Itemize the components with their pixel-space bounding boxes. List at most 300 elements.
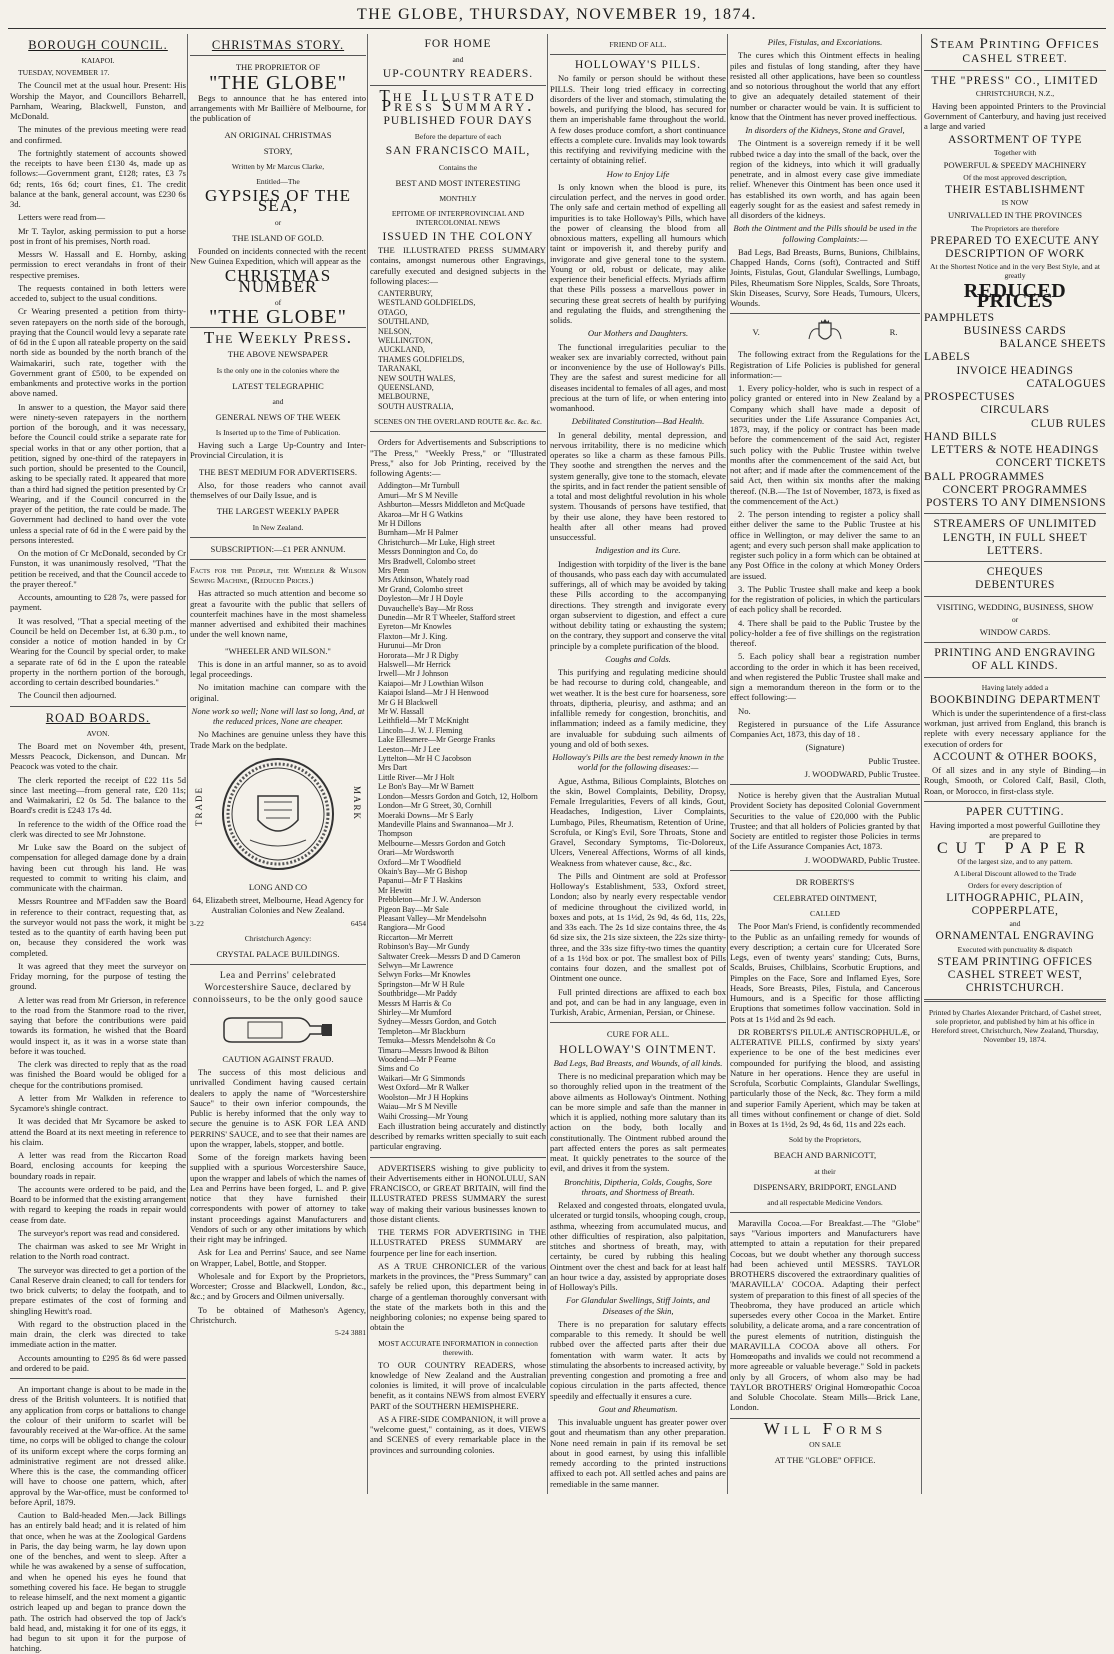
- list-item: CATALOGUES: [1026, 377, 1106, 390]
- ad-line: VISITING, WEDDING, BUSINESS, SHOW: [936, 601, 1094, 612]
- ad-line: THE BEST MEDIUM FOR ADVERTISERS.: [198, 466, 358, 477]
- reduced-prices-title: REDUCED PRICES: [963, 280, 1067, 313]
- paragraph: 64, Elizabeth street, Melbourne, Head Agency for Australian Colonies and New Zealand.: [192, 895, 364, 916]
- paragraph: A letter from Mr Walkden in reference to Sycamore's shingle contract.: [10, 1092, 186, 1113]
- paragraph: Public Trustee.: [868, 755, 920, 766]
- vr-left: V.: [752, 327, 760, 338]
- column-6: [924, 34, 1106, 1494]
- ad-line: CURE FOR ALL.: [606, 1029, 670, 1040]
- ad-line: PRINTING AND ENGRAVING: [934, 647, 1096, 659]
- press-summary-title: The Illustrated Press Summary.: [379, 85, 537, 115]
- paragraph: The cures which this Ointment effects in healing piles and fistulas of long standing, after they have resisted all other applications, have been so countless and so notorious throughout the world that any effort to give an adequately detailed statement of their number or character would be vain. It is sufficient to know that the Ointment has never proved ineffectious.: [730, 50, 920, 122]
- ad-line: CASHEL STREET WEST,: [947, 968, 1083, 981]
- list-item: Amuri—Mr S M Neville: [378, 490, 458, 500]
- list-item: Mr W. Hassall: [378, 707, 424, 717]
- paragraph: The Ointment is a sovereign remedy if it be well rubbed twice a day into the small of the back, over the region of the kidneys, into which it will gradually penetrate, and in almost every case give immediate relief. Whenever this Ointment has been once used it has established its own worth, and has again been eagerly sought for as the easiest and safest remedy in all disorders of the kidneys.: [730, 138, 920, 220]
- vr-right: R.: [889, 327, 898, 338]
- paragraph: Having such a Large Up-Country and Inter-Provincial Circulation, it is: [190, 440, 366, 461]
- list-item: Kaiapoi Island—Mr J H Henwood: [378, 688, 489, 698]
- ad-line: ASSORTMENT OF TYPE: [948, 133, 1082, 146]
- ad-line: POWERFUL & SPEEDY MACHINERY: [943, 159, 1087, 170]
- road-boards-heading: ROAD BOARDS.: [45, 710, 151, 725]
- ad-line: ORNAMENTAL ENGRAVING: [935, 930, 1095, 943]
- divider: [550, 1022, 726, 1023]
- ad-line: OF ALL KINDS.: [971, 660, 1059, 673]
- column-2: [190, 34, 366, 1494]
- ad-line: COPPERPLATE,: [971, 905, 1059, 917]
- divider: [190, 55, 366, 56]
- ad-line: LENGTH, IN FULL SHEET: [942, 531, 1088, 544]
- ad-line: BEST AND MOST INTERESTING: [395, 177, 521, 188]
- ad-heading: FOR HOME: [424, 38, 492, 50]
- royal-arms-icon: [805, 319, 845, 345]
- ad-line: None work so well; None will last so long, And, at the reduced prices, None are cheaper.: [191, 705, 365, 726]
- place-line: KAIAPOI.: [81, 56, 115, 66]
- paragraph: Bad Legs, Bad Breasts, Burns, Bunions, Chilblains, Chapped Hands, Corns (soft), Contracted and Stiff Joints, Fistulas, Gout, Glandular Swellings, Lumbago, Piles, Rheumatism Sore Nipples, Scalds, Sore Throats, Skin Diseases, Scurvy, Sore Heads, Tumours, Ulcers, Wounds.: [730, 246, 920, 308]
- paragraph: Mr T. Taylor, asking permission to put a horse post in front of his premises, North road.: [10, 225, 186, 246]
- date-line: TUESDAY, NOVEMBER 17.: [18, 68, 110, 78]
- list-item: LABELS: [924, 351, 971, 364]
- list-item: Pleasant Valley—Mr Mendelsohn: [378, 913, 487, 923]
- ad-line: Sold by the Proprietors,: [788, 1135, 862, 1145]
- list-item: Mandeville Plains and Swannanoa—Mr J. Thompson: [378, 819, 514, 839]
- list-item: Akaroa—Mr H G Watkins: [378, 509, 463, 519]
- divider: [730, 1212, 920, 1213]
- paragraph: Messrs W. Hassall and E. Hornby, asking permission to erect verandahs in front of their respective premises.: [10, 249, 186, 280]
- ad-heading: ISSUED IN THE COLONY: [382, 230, 534, 243]
- list-item: Moeraki Downs—Mr S Early: [378, 810, 474, 820]
- ad-line: THE ABOVE NEWSPAPER: [227, 349, 329, 360]
- paragraph: Letters were read from—: [18, 212, 106, 223]
- paragraph: The functional irregularities peculiar to the weaker sex are invariably corrected, without pain or inconvenience by the use of Holloway's Pills. They are the safest and surest medicine for all diseases incidental to females of all ages, and most precious at the turn of life, or when entering into womanhood.: [550, 341, 726, 413]
- ad-line: CALLED: [810, 909, 840, 919]
- paragraph: J. WOODWARD, Public Trustee.: [804, 768, 920, 779]
- paragraph: The Pills and Ointment are sold at Professor Holloway's Establishment, 533, Oxford street, London; also by nearly every respectable vendor of medicine throughout the civilized world, in boxes and pots, at 1s 1½d, 2s 9d, 4s 6d, 11s, 22s, and 33s each. The 2s 1d size contains three, the 4s 6d size six, the 21s size sixteen, the 22s size thirty-three, and the 33s size fifty-two times the quantity of a 1s 1½d box or pot. The smallest box of Pills contains four dozen, and the smallest pot of Ointment one ounce.: [550, 870, 726, 984]
- divider: [370, 1157, 546, 1158]
- paragraph: The surveyor was directed to get a portion of the Canal Reserve drain cleaned; to call for tenders for two brick culverts; to delay the footpath, and to prepare estimates of the cost of forming and shingling Hewitt's road.: [10, 1264, 186, 1316]
- paragraph: No imitation machine can compare with the original.: [190, 682, 366, 703]
- list-item: Waihi Crossing—Mr Young: [378, 1111, 468, 1121]
- ad-line: Entitled—The: [256, 177, 300, 186]
- ad-line: WINDOW CARDS.: [979, 626, 1051, 637]
- list-item: CONCERT PROGRAMMES: [942, 483, 1088, 496]
- ad-line: DEBENTURES: [975, 579, 1055, 592]
- divider: [550, 54, 726, 55]
- ad-line: PAPER CUTTING.: [966, 805, 1064, 818]
- subheading: Piles, Fistulas, and Excoriations.: [767, 37, 883, 47]
- paragraph: 5. Each policy shall bear a registration number according to the order in which it has been received, and when registered the Public Trustee shall make and sign a memorandum thereon in the form or to the effect following:—: [730, 651, 920, 703]
- list-item: WELLINGTON,: [378, 336, 433, 346]
- paragraph: On the motion of Cr McDonald, seconded by Cr Funston, it was unanimously resolved, "That the petition be received, and that the Council accede to the prayer thereof.": [10, 548, 186, 589]
- holloways-pills-heading: HOLLOWAY'S PILLS.: [575, 59, 701, 71]
- list-item: BUSINESS CARDS: [963, 324, 1067, 337]
- paragraph: Messrs Rountree and M'Fadden saw the Board in reference to their contract, requesting that, as the surveyor would not pass the work, it might be tested as to the quantity of earth having been put on, because they considered the work was completed.: [10, 896, 186, 958]
- list-item: Rangiora—Mr Good: [378, 923, 445, 933]
- ad-line: ACCOUNT & OTHER BOOKS,: [932, 750, 1098, 763]
- trade-mark-block: [190, 756, 366, 876]
- divider: [730, 870, 920, 871]
- list-item: CLUB RULES: [1031, 417, 1106, 430]
- paragraph: To be obtained of Matheson's Agency, Christchurch.: [190, 1304, 366, 1325]
- list-item: West Oxford—Mr R Walker: [378, 1083, 469, 1093]
- ad-heading: UP-COUNTRY READERS.: [382, 68, 534, 81]
- ad-heading: SAN FRANCISCO MAIL,: [385, 145, 531, 158]
- paragraph: ADVERTISERS wishing to give publicity to their Advertisements either in HONOLULU, SAN FRANCISCO, or GREAT BRITAIN, will find the ILLUSTRATED PRESS SUMMARY the surest way of making their various businesses known to those distant clients.: [370, 1162, 546, 1224]
- list-item: Southbridge—Mr Paddy: [378, 989, 457, 999]
- list-item: Waikari—Mr G Simmonds: [378, 1073, 465, 1083]
- ad-line: At the Shortest Notice and in the very Best Style, and at greatly: [930, 262, 1100, 280]
- list-item: Flaxton—Mr J. King.: [378, 631, 448, 641]
- list-item: PROSPECTUSES: [924, 391, 1016, 403]
- list-item: Le Bon's Bay—Mr W Barnett: [378, 782, 474, 792]
- places-list: [370, 289, 546, 411]
- divider: [190, 559, 366, 560]
- paragraph: The Council then adjourned.: [18, 690, 117, 701]
- divider: [190, 537, 366, 538]
- paragraph: The accounts were ordered to be paid, and the Board to be informed that the existing arrangement with regard to keeping the roads in repair would cease from date.: [10, 1183, 186, 1225]
- ad-line: Orders for every description of: [967, 880, 1063, 890]
- ad-line: DR ROBERTS'S: [795, 876, 855, 887]
- paragraph: DR ROBERTS'S PILULÆ ANTISCROPHULÆ, or ALTERATIVE PILLS, confirmed by sixty years' experience to be one of the best medicines ever compounded for purifying the blood, and assisting Nature in her operations. Hence they are useful in Scrofula, Scorbutic Complaints, Glandular Swellings, particularly those of the Neck, &c. They form a mild and superior Family Aperient, which may be taken at all times without confinement or change of diet. Sold in Boxes at 1s 1½d, 2s 9d, 4s 6d, 11s and 22s each.: [730, 1026, 920, 1129]
- ad-line: LITHOGRAPHIC, PLAIN,: [946, 891, 1084, 904]
- list-item: Waiau—Mr S M Neville: [378, 1102, 458, 1112]
- ad-line: FRIEND OF ALL.: [609, 40, 667, 49]
- paragraph: Also, for those readers who cannot avail themselves of our Daily Issue, and is: [190, 479, 366, 500]
- list-item: Hororata—Mr J R Digby: [378, 650, 459, 660]
- paragraph: 3. The Public Trustee shall make and keep a book for the registration of policies, in which the particulars of each policy shall be recorded.: [730, 583, 920, 615]
- subheading: How to Enjoy Life: [606, 168, 670, 179]
- column-divider: [367, 34, 368, 1494]
- list-item: Woodend—Mr P Fearne: [378, 1055, 457, 1065]
- ad-line: CHRISTCHURCH.: [965, 982, 1065, 994]
- list-item: POSTERS TO ANY DIMENSIONS: [925, 497, 1106, 509]
- column-1: [10, 34, 186, 1654]
- paragraph: Full printed directions are affixed to each box and pot, and can be had in any language, even in Turkish, Arabic, Armenian, Persian, or Chinese.: [550, 986, 726, 1017]
- divider: [370, 431, 546, 432]
- ad-line: THEIR ESTABLISHMENT: [945, 184, 1085, 196]
- ad-line: or: [1011, 614, 1019, 624]
- sauce-bottle-icon: [218, 1012, 338, 1048]
- ad-line: Together with: [993, 147, 1037, 157]
- ad-line: THE LARGEST WEEKLY PAPER: [216, 506, 340, 517]
- ad-line: of: [274, 297, 282, 307]
- divider: [924, 801, 1106, 802]
- ref-number: 6454: [350, 918, 366, 928]
- list-item: Selwyn—Mr Lawrence: [378, 961, 454, 970]
- list-item: Leeston—Mr J Lee: [378, 744, 441, 754]
- column-divider: [547, 34, 548, 1494]
- ad-line: SUBSCRIPTION:—£1 PER ANNUM.: [210, 543, 346, 554]
- ad-line: CHRISTCHURCH, N.Z.,: [975, 88, 1055, 98]
- subheading: Debilitated Constitution—Bad Health.: [571, 416, 705, 427]
- list-item: SOUTHLAND,: [378, 317, 429, 327]
- paragraph: THE ILLUSTRATED PRESS SUMMARY contains, amongst numerous other Engravings, carefully executed and designed subjects in the following places:—: [370, 245, 546, 286]
- paragraph: The requests contained in both letters were acceded to, subject to the usual conditions.: [10, 282, 186, 303]
- paragraph: Relaxed and congested throats, elongated uvula, ulcerated or turgid tonsils, whooping cough, croup, asthma, wheezing from accumulated mucus, and other difficulties of respiration, also palpitation, stitches and shortness of breath, may, with certainty, be cured by rubbing this healing Ointment over the chest and back for at least half an hour twice a day, assisted by appropriate doses of Holloway's Pills.: [550, 1200, 726, 1292]
- paragraph: This invaluable unguent has greater power over gout and rheumatism than any other preparation. None need remain in pain if its removal be set about in good earnest, by using this infallible remedy according to the printed instructions affixed to each pot. All settled aches and pains are remediable in the same manner.: [550, 1417, 726, 1489]
- paragraph: The clerk reported the receipt of £22 11s 5d since last meeting—from general rate, £20 11s; and Waimakariri, £2 0s 5d. The balance to the Board's credit is £243 17s 4d.: [10, 774, 186, 816]
- list-item: Sims and Co: [378, 1064, 419, 1074]
- paragraph: Having imported a most powerful Guillotine they are prepared to: [929, 820, 1101, 841]
- ad-line: and: [1009, 919, 1021, 929]
- ad-line: ON SALE: [809, 1439, 841, 1449]
- divider: [924, 70, 1106, 71]
- list-item: OTAGO,: [378, 307, 408, 317]
- list-item: Mr Hewitt: [378, 885, 412, 895]
- borough-council-heading: BOROUGH COUNCIL.: [28, 38, 168, 52]
- steam-printing-title: Steam Printing Offices: [930, 36, 1100, 52]
- list-item: Duvauchelle's Bay—Mr Ross: [378, 603, 474, 613]
- ad-line: BOOKBINDING DEPARTMENT: [929, 693, 1101, 706]
- list-item: TARANAKI,: [378, 364, 422, 374]
- list-item: Mrs Bradwell, Colombo street: [378, 556, 476, 566]
- paragraph: Is only known when the blood is pure, its circulation perfect, and the nerves in good order. The only safe and certain method of expelling all impurities is to take Holloway's Pills, which have the power of cleansing the blood from all obnoxious matters, expelling all humours which taint or impoverish it, and thereby purify and invigorate and give general tone to the system. Young or old, robust or delicate, may alike experience their beneficial effects. Myriads affirm that these Pills possess a marvellous power in securing these great secrets of health by purifying and regulating the fluids, and strengthening the solids.: [550, 181, 726, 325]
- list-item: NEW SOUTH WALES,: [378, 373, 456, 383]
- ad-line: MONTHLY: [439, 193, 477, 203]
- divider: [730, 784, 920, 785]
- list-item: Papanui—Mr F T Haskins: [378, 876, 463, 886]
- ref-row: [190, 919, 366, 928]
- place-line: AVON.: [86, 728, 110, 738]
- paragraph: Accounts amounting to £295 8s 6d were passed and ordered to be paid.: [10, 1352, 186, 1373]
- divider: [924, 677, 1106, 678]
- list-item: Timaru—Messrs Inwood & Bilton: [378, 1045, 489, 1055]
- list-item: Prebbleton—Mr J. W. Anderson: [378, 895, 481, 905]
- paragraph: In reference to the width of the Office road the clerk was directed to see Mr Johnstone.: [10, 818, 186, 839]
- ad-line: PREPARED TO EXECUTE ANY: [930, 234, 1100, 247]
- ad-line: CELEBRATED OINTMENT,: [773, 893, 877, 903]
- paragraph: Ask for Lea and Perrins' Sauce, and see Name on Wrapper, Label, Bottle, and Stopper.: [190, 1247, 366, 1268]
- paragraph: The Board met on November 4th, present, Messrs Peacock, Dickenson, and Duncan. Mr Peacock was voted to the chair.: [10, 740, 186, 772]
- lea-perrins-headline: Lea and Perrins' celebrated Worcestershire Sauce, declared by connoisseurs, to be the only good sauce: [192, 970, 364, 1005]
- list-item: Eyreton—Mr Knowles: [378, 622, 452, 632]
- divider: [924, 596, 1106, 597]
- list-item: BALANCE SHEETS: [999, 338, 1106, 350]
- paragraph: 4. There shall be paid to the Public Trustee by the policy-holder a fee of five shillings on the registration thereof.: [730, 617, 920, 648]
- list-item: Selwyn Forks—Mr Knowles: [378, 970, 471, 980]
- column-3: [370, 34, 546, 1494]
- ad-line: DISPENSARY, BRIDPORT, ENGLAND: [753, 1181, 897, 1192]
- list-item: SOUTH AUSTRALIA,: [378, 401, 454, 411]
- list-item: Irwell—Mr J Johnson: [378, 669, 449, 679]
- column-divider: [727, 34, 728, 1494]
- paragraph: This purifying and regulating medicine should be had recourse to during cold, changeable, and wet weather. It is the best cure for hoarseness, sore throats, diptheria, pleurisy, and asthma; and an infallible remedy for congestion, bronchitis, and inflammation; indeed as a family medicine, they are invaluable for subduing such ailments of young and old of both sexes.: [550, 667, 726, 749]
- list-item: Ashburton—Messrs Middleton and McQuade: [378, 500, 525, 510]
- ad-line: or: [274, 217, 282, 227]
- paragraph: The chairman was asked to see Mr Wright in relation to the North road contract.: [10, 1241, 186, 1262]
- paragraph: AS A FIRE-SIDE COMPANION, it will prove a "welcome guest," containing, as it does, VIEWS and SCENES of every remarkable place in the provinces and surrounding colonies.: [370, 1413, 546, 1455]
- paragraph: AS A TRUE CHRONICLER of the various markets in the provinces, the "Press Summary" can safely be relied upon, this department being in charge of a gentleman thoroughly conversant with the state of the markets both in this and the neighboring colonies; no expense being spared to obtain the: [370, 1260, 546, 1333]
- list-item: Addington—Mr Turnbull: [378, 481, 460, 491]
- ad-line: MOST ACCURATE INFORMATION in connection therewith.: [378, 1338, 538, 1357]
- list-item: CIRCULARS: [980, 404, 1050, 417]
- paragraph: It was decided that Mr Sycamore be asked to attend the Board at its next meeting in reference to his claim.: [10, 1116, 186, 1147]
- ad-line: LETTERS.: [986, 544, 1044, 557]
- paragraph: Notice is hereby given that the Australian Mutual Provident Society has deposited Colonial Government Securities to the value of £20,000 with the Public Trustee; and that all holders of Policies granted by that Society are entitled to register those Policies in terms of the Life Assurance Companies Act, 1873.: [730, 790, 920, 852]
- paragraph: The surveyor's report was read and considered.: [18, 1227, 180, 1238]
- paragraph: Facts for the People, the Wheeler & Wilson Sewing Machine, (Reduced Prices.): [190, 564, 366, 585]
- list-item: Temuka—Messrs Mendelsohn & Co: [378, 1036, 496, 1046]
- list-item: Templeton—Mr Blackburn: [378, 1026, 466, 1036]
- ad-line: CRYSTAL PALACE BUILDINGS.: [216, 948, 340, 959]
- list-item: Christchurch—Mr Luke, High street: [378, 537, 495, 547]
- ad-line: CHEQUES: [986, 566, 1044, 578]
- list-item: Robinson's Bay—Mr Gundy: [378, 942, 470, 952]
- paragraph: With regard to the obstruction placed in the main drain, the clerk was directed to take immediate action in the matter.: [10, 1318, 186, 1350]
- trade-mark-seal-icon: [220, 756, 336, 872]
- divider: [924, 999, 1106, 1002]
- paragraph: There is no preparation for salutary effects comparable to this remedy. It should be well rubbed over the affected parts after their due fomentation with warm water. It acts by stimulating the absorbents to increased activity, by preventing congestion and promoting a free and copious circulation in the parts affected, thence speedily and effectually it ensures a cure.: [550, 1318, 726, 1401]
- ad-line: EPITOME OF INTERPROVINCIAL AND INTERCOLONIAL NEWS: [391, 208, 525, 227]
- paragraph: Having been appointed Printers to the Provincial Government of Canterbury, and having just received a large and varied: [924, 100, 1106, 132]
- divider: [924, 561, 1106, 562]
- paragraph: 1. Every policy-holder, who is such in respect of a policy granted or entered into in New Zealand by a Company which shall have made a deposit of securities under the Life Assurance Companies Act, 1873, may, if the policy or contract has been made before the commencement of the said Act, register such policy with the Public Trustee within twelve months after the commencement of the said Act, but not after; and if made after the commencement of the said Act, then within six months after the making thereof. (N.B.—The 1st of November, 1873, is fixed as the commencement of the Act.): [730, 383, 920, 506]
- paragraph: Some of the foreign markets having been supplied with a spurious Worcestershire Sauce, upon the wrapper and labels of which the names of Lea and Perrins have been forged, L. and P. give notice that they have furnished their correspondents with power of attorney to take instant proceedings against Manufacturers and Vendors of such or any other imitations by which their right may be infringed.: [190, 1152, 366, 1244]
- list-item: INVOICE HEADINGS: [956, 364, 1074, 377]
- subheading: Indigestion and its Cure.: [595, 545, 681, 556]
- paragraph: The success of this most delicious and unrivalled Condiment having caused certain dealers to apply the name of "Worcestershire Sauce" to their own inferior compounds, the Public is hereby informed that the only way to secure the genuine is to ASK FOR LEA AND PERRINS' SAUCE, and to see that their names are upon the wrapper, labels, stopper, and bottle.: [190, 1067, 366, 1149]
- paragraph: Ague, Asthma, Bilious Complaints, Blotches on the skin, Bowel Complaints, Debility, Dropsy, Female Irregularities, Fevers of all kinds, Gout, Headaches, Indigestion, Liver Complaints, Lumbago, Piles, Rheumatism, Retention of Urine, Scrofula, or King's Evil, Sore Throats, Stone and Gravel, Secondary Symptoms, Tic-Doloreux, Ulcers, Venereal Affections, Worms of all kinds, Weakness from whatever cause, &c., &c.: [550, 775, 726, 868]
- weekly-press-title: The Weekly Press.: [203, 328, 353, 347]
- ad-line: THE ISLAND OF GOLD.: [232, 232, 324, 243]
- column-5: [730, 34, 920, 1494]
- column-4: [550, 34, 726, 1494]
- list-item: Lake Ellesmere—Mr George Franks: [378, 735, 495, 745]
- list-item: Mrs Dart: [378, 763, 408, 773]
- list-item: Riccarton—Mr Merrett: [378, 932, 453, 942]
- list-item: Halswell—Mr Herrick: [378, 660, 451, 669]
- ad-title: "THE GLOBE": [209, 305, 347, 328]
- list-item: Springston—Mr W H Rule: [378, 979, 465, 989]
- list-item: Okain's Bay—Mr G Bishop: [378, 866, 468, 876]
- trade-label: TRADE: [194, 785, 204, 826]
- list-item: Hurunui—Mr Dron: [378, 641, 441, 651]
- ad-line: Before the departure of each: [414, 132, 502, 142]
- masthead: THE GLOBE, THURSDAY, NOVEMBER 19, 1874.: [356, 6, 757, 23]
- ad-heading: THE "PRESS" CO., LIMITED: [931, 74, 1099, 87]
- list-item: MELBOURNE,: [378, 392, 430, 402]
- list-item: Leithfield—Mr T McKnight: [378, 716, 469, 726]
- paragraph: Registered in pursuance of the Life Assurance Companies Act, 1873, this day of 18 .: [730, 718, 920, 739]
- paragraph: Mr Luke saw the Board on the subject of compensation for alleged damage done by a drain having been cut through his land. He was requested to commit to writing his claim, and communicate with the chairman.: [10, 842, 186, 893]
- list-item: NELSON,: [378, 326, 412, 336]
- subheading: In disorders of the Kidneys, Stone and Gravel,: [745, 125, 905, 135]
- ad-line: and all respectable Medicine Vendors.: [767, 1197, 883, 1207]
- paragraph: Caution to Bald-headed Men.—Jack Billings has an entirely bald head; and it is related of him that once, when he was at the Zoological Gardens in Paris, the day being warm, he lay down upon one of the benches, and went to sleep. After a while he was awakened by a sense of suffocation, and when he opened his eyes he found that something covered his face. He began to struggle to release himself, and the next moment a gigantic ostrich leaped up and began to prance down the path. The ostrich had observed the top of Jack's bald head, and, mistaking it for one of its eggs, it had begun to sit upon it for the purpose of hatching.: [10, 1510, 186, 1654]
- list-item: PAMPHLETS: [924, 311, 995, 324]
- ad-line: Of the most approved description,: [963, 173, 1067, 182]
- paragraph: The clerk was directed to reply that as the road was finished the Board would be obliged for a cheque for the contributions promised.: [10, 1059, 186, 1090]
- cut-paper-title: CUT PAPER: [936, 839, 1094, 857]
- ad-line: and: [452, 55, 464, 65]
- list-item: Mrs Penn: [378, 565, 409, 575]
- ad-line: In New Zealand.: [252, 522, 304, 532]
- ad-line: Is Inserted up to the Time of Publication.: [215, 428, 341, 437]
- paragraph: Cr Wearing presented a petition from thirty-seven ratepayers on the north side of the borough, praying that the Council would levy a separate rate of 6d in the £ upon all rateable property on the said north side as bounded by the north branch of the Waimakariri, such rate, together with the Government grant of £500, to be expended on embankments and protective works in the portion above named.: [10, 306, 186, 399]
- ad-line: LONG AND CO: [248, 881, 308, 892]
- divider: [10, 1378, 186, 1379]
- list-item: Saltwater Creek—Messrs D and D Cameron: [378, 951, 521, 961]
- subheading: For Glandular Swellings, Stiff Joints, and Diseases of the Skin,: [566, 1295, 710, 1316]
- list-item: Mr H Dillons: [378, 518, 422, 528]
- divider: [924, 513, 1106, 514]
- subheading: Our Mothers and Daughters.: [587, 328, 689, 339]
- ad-line: STREAMERS OF UNLIMITED: [933, 518, 1097, 531]
- paragraph: Accounts, amounting to £28 7s, were passed for payment.: [10, 592, 186, 613]
- list-item: Little River—Mr J Holt: [378, 772, 455, 782]
- paragraph: Of all sizes and in any style of Binding—in Rough, Smooth, or Colored Calf, Basil, Cloth, Roan, or Morocco, in first-class style.: [924, 765, 1106, 796]
- paragraph: The Poor Man's Friend, is confidently recommended to the Public as an unfailing remedy for wounds of every description; a certain cure for Ulcerated Sore Legs, even of twenty years' standing; Cuts, Burns, Scalds, Bruises, Chilblains, Scorbutic Eruptions, and Pimples on the Face, Sore and Inflamed Eyes, Sore Heads, Sore Breasts, Piles, Fistula, and Cancerous Humours, and is a Specific for those afflicting Eruptions that sometimes follow vaccination. Sold in Pots at 1s 1½d and 2s 9d each.: [730, 921, 920, 1024]
- ad-title: "THE GLOBE": [209, 71, 347, 94]
- ad-line: CAUTION AGAINST FRAUD.: [222, 1053, 334, 1064]
- paragraph: Founded on incidents connected with the recent New Guinea Expedition, which will appear as the: [190, 245, 366, 266]
- paragraph: Maravilla Cocoa.—For Breakfast.—The "Globe" says "Various importers and Manufacturers have attempted to attain a reputation for their prepared Cocoas, but we doubt whether any thorough success had been achieved until MESSRS. TAYLOR BROTHERS discovered the extraordinary qualities of 'MARAVILLA' COCOA. Adapting their perfect system of preparation to this finest of all species of the Theobroma, they have produced an article which supersedes every other Cocoa in the Market. Entire solubility, a delicate aroma, and a rare concentration of the purest elements of nutrition, distinguish the MARAVILLA COCOA above all others. For Homœopaths and invalids we could not recommend a more agreeable or valuable beverage." Sold in packets only by all Grocers, of whom also may be had TAYLOR BROTHERS' Original Homœopathic Cocoa and Soluble Chocolate. Steam Mills—Brick Lane, London.: [730, 1217, 920, 1413]
- list-item: Messrs Donnington and Co, do: [378, 547, 478, 557]
- list-item: Pigeon Bay—Mr Sale: [378, 904, 449, 914]
- paragraph: There is no medicinal preparation which may be so thoroughly relied upon in the treatment of the above ailments as Holloway's Ointment. Nothing can be more simple and safe than the manner in which it is applied, nothing more salutary than its action on the body, both locally and constitutionally. The Ointment rubbed around the part affected enters the pores as salt permeates meat. It quickly penetrates to the source of the evil, and drives it from the system.: [550, 1071, 726, 1174]
- list-item: Messrs M Harris & Co: [378, 998, 452, 1008]
- ad-title: CHRISTMAS NUMBER: [224, 266, 332, 296]
- ref-number: 3-22: [190, 918, 204, 928]
- subheading: Coughs and Colds.: [605, 653, 671, 664]
- paragraph: TO OUR COUNTRY READERS, whose knowledge of New Zealand and the Australian colonies is limited, it will prove of incalculable benefit, as it contains NEWS from almost EVERY PART of the SOUTHERN HEMISPHERE.: [370, 1359, 546, 1411]
- ad-line: The Proprietors are therefore: [971, 223, 1059, 233]
- list-item: Oxford—Mr T Woodfield: [378, 857, 461, 867]
- paragraph: 2. The person intending to register a policy shall either deliver the same to the Public Trustee at his office in Wellington, or may deliver the same to an agent; and every such person shall make application to register such policy in a form which can be obtained at any Post Office in the colony at which Money Orders are issued.: [730, 509, 920, 581]
- subheading: Bronchitis, Diptheria, Colds, Coughs, Sore throats, and Shortness of Breath.: [564, 1176, 712, 1197]
- list-item: Orari—Mr Wordsworth: [378, 848, 454, 858]
- ad-line: and: [272, 396, 284, 406]
- paragraph: Has attracted so much attention and become so great a favourite with the public that sellers of counterfeit machines have in the most shameless manner advertised and exhibited their machines under the well known name,: [190, 588, 366, 640]
- list-item: QUEENSLAND,: [378, 383, 434, 393]
- paragraph: In answer to a question, the Mayor said there were ninety-seven ratepayers in the northern portion of the borough, and it was necessary, before the Council could strike a separate rate for special works in that or any other portion, that a petition, signed by one-third of the ratepayers in such portion, should be presented to the Council, asking to be specially rated. It appeared that more than a third had signed the petition presented by Cr Wearing, and if the Council concurred in the prayer of the petition, the rate could be made. The Government had declined to hand over the vote unless a special rate of 6d in the £ were paid by the persons interested.: [10, 401, 186, 545]
- list-item: Burnham—Mr H Palmer: [378, 528, 458, 538]
- list-item: Kaiapoi—Mr J Lowthian Wilson: [378, 678, 484, 688]
- subheading: Both the Ointment and the Pills should be used in the following Complaints:—: [733, 223, 917, 244]
- column-divider: [921, 34, 922, 1494]
- ad-line: Written by Mr Marcus Clarke,: [231, 162, 325, 171]
- list-item: London—Messrs Gordon and Gotch, 12, Holborn: [378, 791, 538, 801]
- column-divider: [187, 34, 188, 1494]
- paragraph: A letter was read from Mr Grierson, in reference to the road from the Stanmore road to the river, saying that before the contributions were paid towards its formation, he wished that the Board would inspect it, as it was in a worse state than before it was touched.: [10, 994, 186, 1056]
- paragraph: In general debility, mental depression, and nervous irritability, there is no medicine which operates so like a charm as these famous Pills. They soothe and strengthen the nerves and the system generally, give tone to the stomach, elevate the spirits, and in fact render the patient sensible of a total and most delightful revolution in his whole system. Thousands of persons have testified, that by their use alone, they have been restored to health after all other means had proved unsuccessful.: [550, 429, 726, 542]
- list-item: Sydney—Messrs Gordon, and Gotch: [378, 1017, 497, 1027]
- list-item: AUCKLAND,: [378, 345, 425, 355]
- list-item: Dunedin—Mr R T Wheeler, Stafford street: [378, 612, 516, 622]
- imprint: Printed by Charles Alexander Pritchard, of Cashel street, sole proprietor, and published by him at his office in Hereford street, Christchurch, New Zealand, Thursday, November 19, 1874.: [928, 1008, 1102, 1045]
- list-item: Woolston—Mr J H Hopkins: [378, 1092, 469, 1102]
- ad-line: BEACH AND BARNICOTT,: [773, 1150, 877, 1161]
- paragraph: THE TERMS FOR ADVERTISING in THE ILLUSTRATED PRESS SUMMARY are fourpence per line for each insertion.: [370, 1227, 546, 1258]
- paragraph: J. WOODWARD, Public Trustee.: [804, 854, 920, 865]
- paragraph: No.: [738, 705, 751, 716]
- ad-line: at their: [814, 1166, 836, 1176]
- masthead-rule: [8, 28, 1106, 29]
- subheading: Gout and Rheumatism.: [598, 1403, 678, 1414]
- ad-line: A Liberal Discount allowed to the Trade: [953, 868, 1077, 878]
- ad-line: Contains the: [438, 162, 478, 172]
- list-item: Mr Grand, Colombo street: [378, 584, 463, 594]
- list-item: Lyttelton—Mr H C Jacobson: [378, 754, 472, 764]
- subheading: Bad Legs, Bad Breasts, and Wounds, of all kinds.: [553, 1057, 723, 1068]
- divider: [10, 706, 186, 707]
- ad-heading: CASHEL STREET.: [962, 53, 1068, 66]
- ad-line: AT THE "GLOBE" OFFICE.: [774, 1454, 876, 1465]
- ad-line: AN ORIGINAL CHRISTMAS: [224, 129, 332, 140]
- paragraph: It was resolved, "That a special meeting of the Council be held on December 1st, at 6.30 p.m., to consider a notice of motion handed in by Cr Wearing for the Council by special order, to make a separate rate of 6d in the £ upon the rateable property in the northern portion of the borough, according to certain described boundaries.": [10, 615, 186, 687]
- list-item: Shirley—Mr Mumford: [378, 1008, 452, 1018]
- paragraph: The minutes of the previous meeting were read and confirmed.: [10, 124, 186, 145]
